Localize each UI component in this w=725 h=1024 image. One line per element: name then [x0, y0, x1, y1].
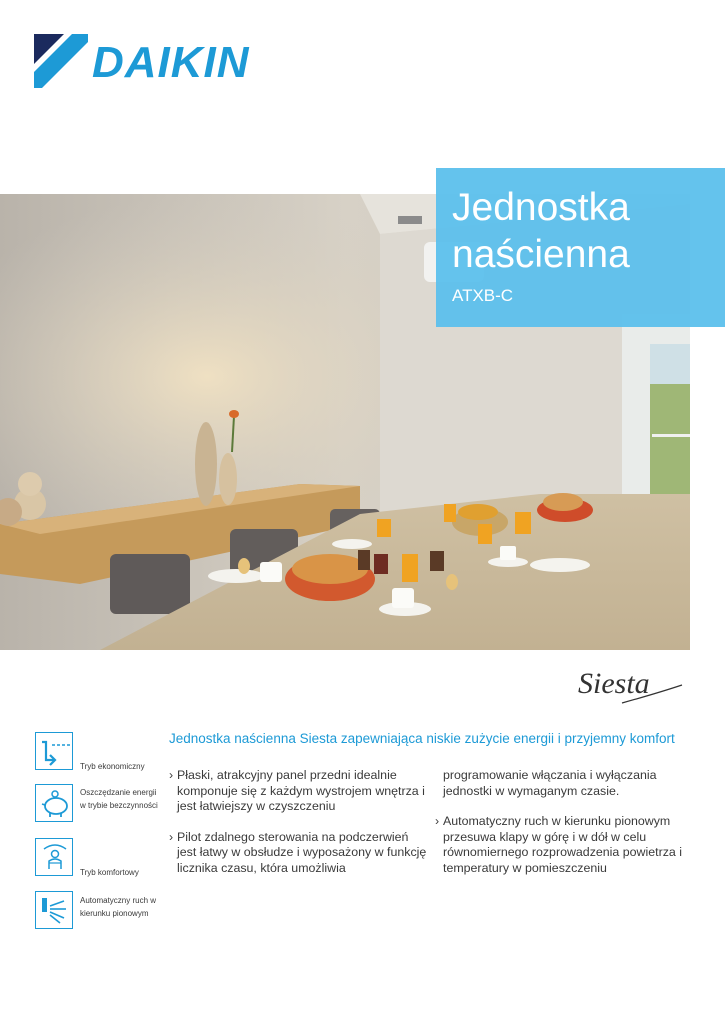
piggy-bank-icon	[35, 784, 73, 822]
bullet-item	[435, 814, 705, 876]
logo-text: DAIKIN	[92, 38, 250, 87]
bullet-text: Pilot zdalnego sterowania na podczerwień jest łatwy w obsłudze i wyposażony w funkcję licznika czasu, która umożliwia	[177, 829, 427, 875]
bullet-continuation: programowanie włączania i wyłączania jednostki w wymaganym czasie.	[443, 768, 657, 798]
bullet-item	[169, 768, 431, 815]
vertical-swing-icon	[35, 891, 73, 929]
feature-label: Automatyczny ruch w kierunku pionowym	[80, 896, 157, 918]
bullet-text: Automatyczny ruch w kierunku pionowym przesuwa klapy w górę i w dół w celu równomiernego rozprowadzenia powietrza i temperatury w pomieszczeniu	[443, 814, 682, 875]
bullet-item	[169, 830, 431, 877]
bullet-arrow-icon: ›	[169, 768, 174, 782]
feature-label: Tryb ekonomiczny	[80, 762, 145, 771]
comfort-person-icon	[35, 838, 73, 876]
bullet-arrow-icon: ›	[169, 829, 174, 844]
feature-list-left	[169, 768, 431, 891]
bullet-text: Płaski, atrakcyjny panel przedni idealnie komponuje się z każdym wystrojem wnętrza i jest łatwiejszy w czyszczeniu	[177, 768, 425, 813]
feature-label: Tryb komfortowy	[80, 868, 139, 877]
bullet-arrow-icon: ›	[435, 814, 440, 828]
siesta-text: Siesta	[578, 667, 650, 700]
product-title-box	[436, 168, 725, 327]
economy-mode-icon	[35, 732, 73, 770]
feature-list-right	[435, 768, 705, 891]
daikin-logo-mark-icon	[34, 34, 88, 88]
siesta-logo	[578, 663, 688, 713]
headline: Jednostka naścienna Siesta zapewniająca niskie zużycie energii i przyjemny komfort	[169, 731, 675, 746]
product-model: ATXB-C	[452, 286, 514, 305]
product-title: Jednostka naścienna	[452, 186, 630, 276]
daikin-logo	[34, 34, 294, 88]
feature-label: Oszczędzanie energii w trybie bezczynności	[80, 788, 158, 810]
